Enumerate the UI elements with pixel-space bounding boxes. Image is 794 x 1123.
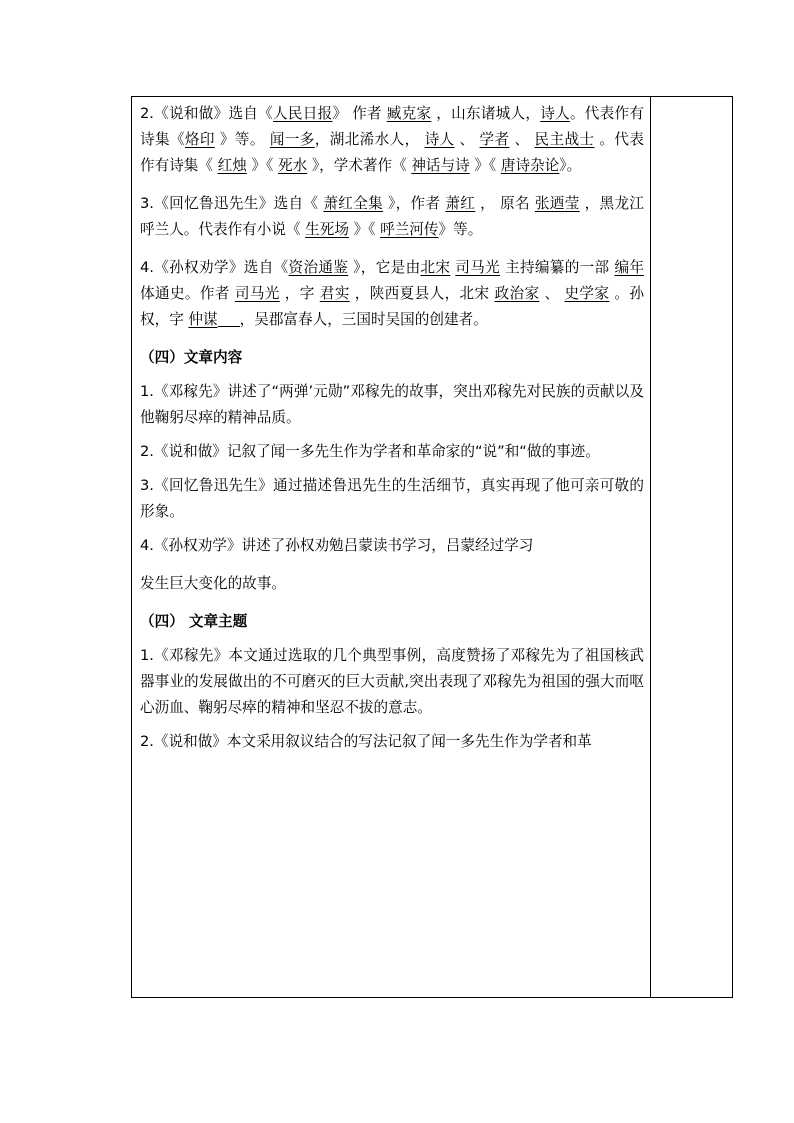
theme-heading: （四） 文章主题 — [140, 613, 248, 630]
courtesy-name-blank: 君实 — [319, 285, 350, 302]
content-item: 发生巨大变化的故事。 — [140, 575, 286, 592]
author-item-3 — [140, 191, 644, 243]
text: 、 — [539, 285, 565, 302]
text: 主持编纂的一部 — [500, 259, 615, 276]
author-item-4 — [140, 255, 644, 333]
content-item: 4.《孙权劝学》讲述了孙权劝勉吕蒙读书学习，吕蒙经过学习 — [140, 537, 534, 554]
original-name-blank: 张迺莹 — [534, 195, 580, 212]
role-blank: 政治家 — [494, 285, 540, 302]
underline-blank — [218, 310, 240, 327]
author-item-2 — [140, 101, 644, 179]
content-item: 3.《回忆鲁迅先生》通过描述鲁迅先生的生活细节，真实再现了他可亲可敬的形象。 — [140, 477, 644, 520]
text: 》《 — [246, 157, 278, 174]
text: 。孙权，字 — [140, 285, 644, 328]
text: ，字 — [279, 285, 320, 302]
source-blank: 人民日报 — [273, 105, 333, 122]
courtesy-name-blank: 仲谋 — [188, 311, 218, 328]
work-blank: 唐诗杂论 — [500, 157, 560, 174]
text: ，吴郡富春人，三国时吴国的创建者。 — [239, 311, 488, 328]
text: 2.《说和做》选自《 — [140, 105, 274, 122]
text: 》，学术著作《 — [307, 157, 412, 174]
text: ，山东诸城人， — [431, 105, 541, 122]
text: 》《 — [348, 221, 381, 238]
text: ，陕西夏县人，北宋 — [349, 285, 495, 302]
text: 3.《回忆鲁迅先生》选自《 — [140, 195, 324, 212]
outline-table — [131, 96, 733, 998]
text: 》《 — [469, 157, 501, 174]
work-blank: 呼兰河传 — [380, 221, 439, 238]
main-cell — [140, 101, 644, 755]
source-blank: 萧红全集 — [323, 195, 384, 212]
author-blank: 萧红 — [445, 195, 476, 212]
role-blank: 民主战士 — [534, 131, 595, 148]
work-blank: 红烛 — [217, 157, 247, 174]
theme-item: 2.《说和做》本文采用叙议结合的写法记叙了闻一多先生作为学者和革 — [140, 733, 592, 750]
theme-item: 1.《邓稼先》本文通过选取的几个典型事例，高度赞扬了邓稼先为了祖国核武器事业的发展做出的不可磨灭的巨大贡献,突出表现了邓稼先为祖国的强大而呕心沥血、鞠躬尽瘁的精神和坚忍不拔的意志。 — [140, 647, 644, 716]
role-blank: 史学家 — [564, 285, 610, 302]
text: ，湖北浠水人， — [314, 131, 425, 148]
genre-blank: 编年 — [614, 259, 644, 276]
column-divider — [650, 97, 651, 997]
text: 。代表作有诗集《 — [140, 105, 644, 148]
text: 、 — [509, 131, 535, 148]
source-blank: 资治通鉴 — [288, 259, 349, 276]
text: 。代表作有诗集《 — [140, 131, 644, 174]
content-item: 1.《邓稼先》讲述了“两弹’元勋”邓稼先的故事，突出邓稼先对民族的贡献以及他鞠躬尽瘁的精神品质。 — [140, 383, 644, 426]
text: 》，作者 — [383, 195, 446, 212]
work-blank: 烙印 — [184, 131, 215, 148]
text: 》，它是由 — [348, 259, 421, 276]
work-blank: 死水 — [277, 157, 308, 174]
text: 、 — [454, 131, 480, 148]
person-blank: 闻一多 — [269, 131, 315, 148]
content-heading: （四）文章内容 — [140, 349, 243, 366]
text: ， 原名 — [475, 195, 535, 212]
work-blank: 生死场 — [305, 221, 349, 238]
content-item: 2.《说和做》记叙了闻一多先生作为学者和革命家的“说”和“做的事迹。 — [140, 443, 600, 460]
role-blank: 学者 — [479, 131, 510, 148]
author-blank: 司马光 — [234, 285, 280, 302]
work-blank: 神话与诗 — [411, 157, 470, 174]
text: 》等。 — [214, 131, 270, 148]
role-blank: 诗人 — [540, 105, 570, 122]
dynasty-blank: 北宋 — [420, 259, 451, 276]
text: 》等。 — [438, 221, 483, 238]
text: 体通史。作者 — [140, 285, 235, 302]
editor-blank: 司马光 — [455, 259, 501, 276]
author-blank: 臧克家 — [386, 105, 432, 122]
text: 》 作者 — [332, 105, 387, 122]
role-blank: 诗人 — [424, 131, 455, 148]
text: 4.《孙权劝学》选自《 — [140, 259, 289, 276]
text: ，黑龙江呼兰人。代表作有小说《 — [140, 195, 644, 238]
text: 》。 — [559, 157, 582, 174]
